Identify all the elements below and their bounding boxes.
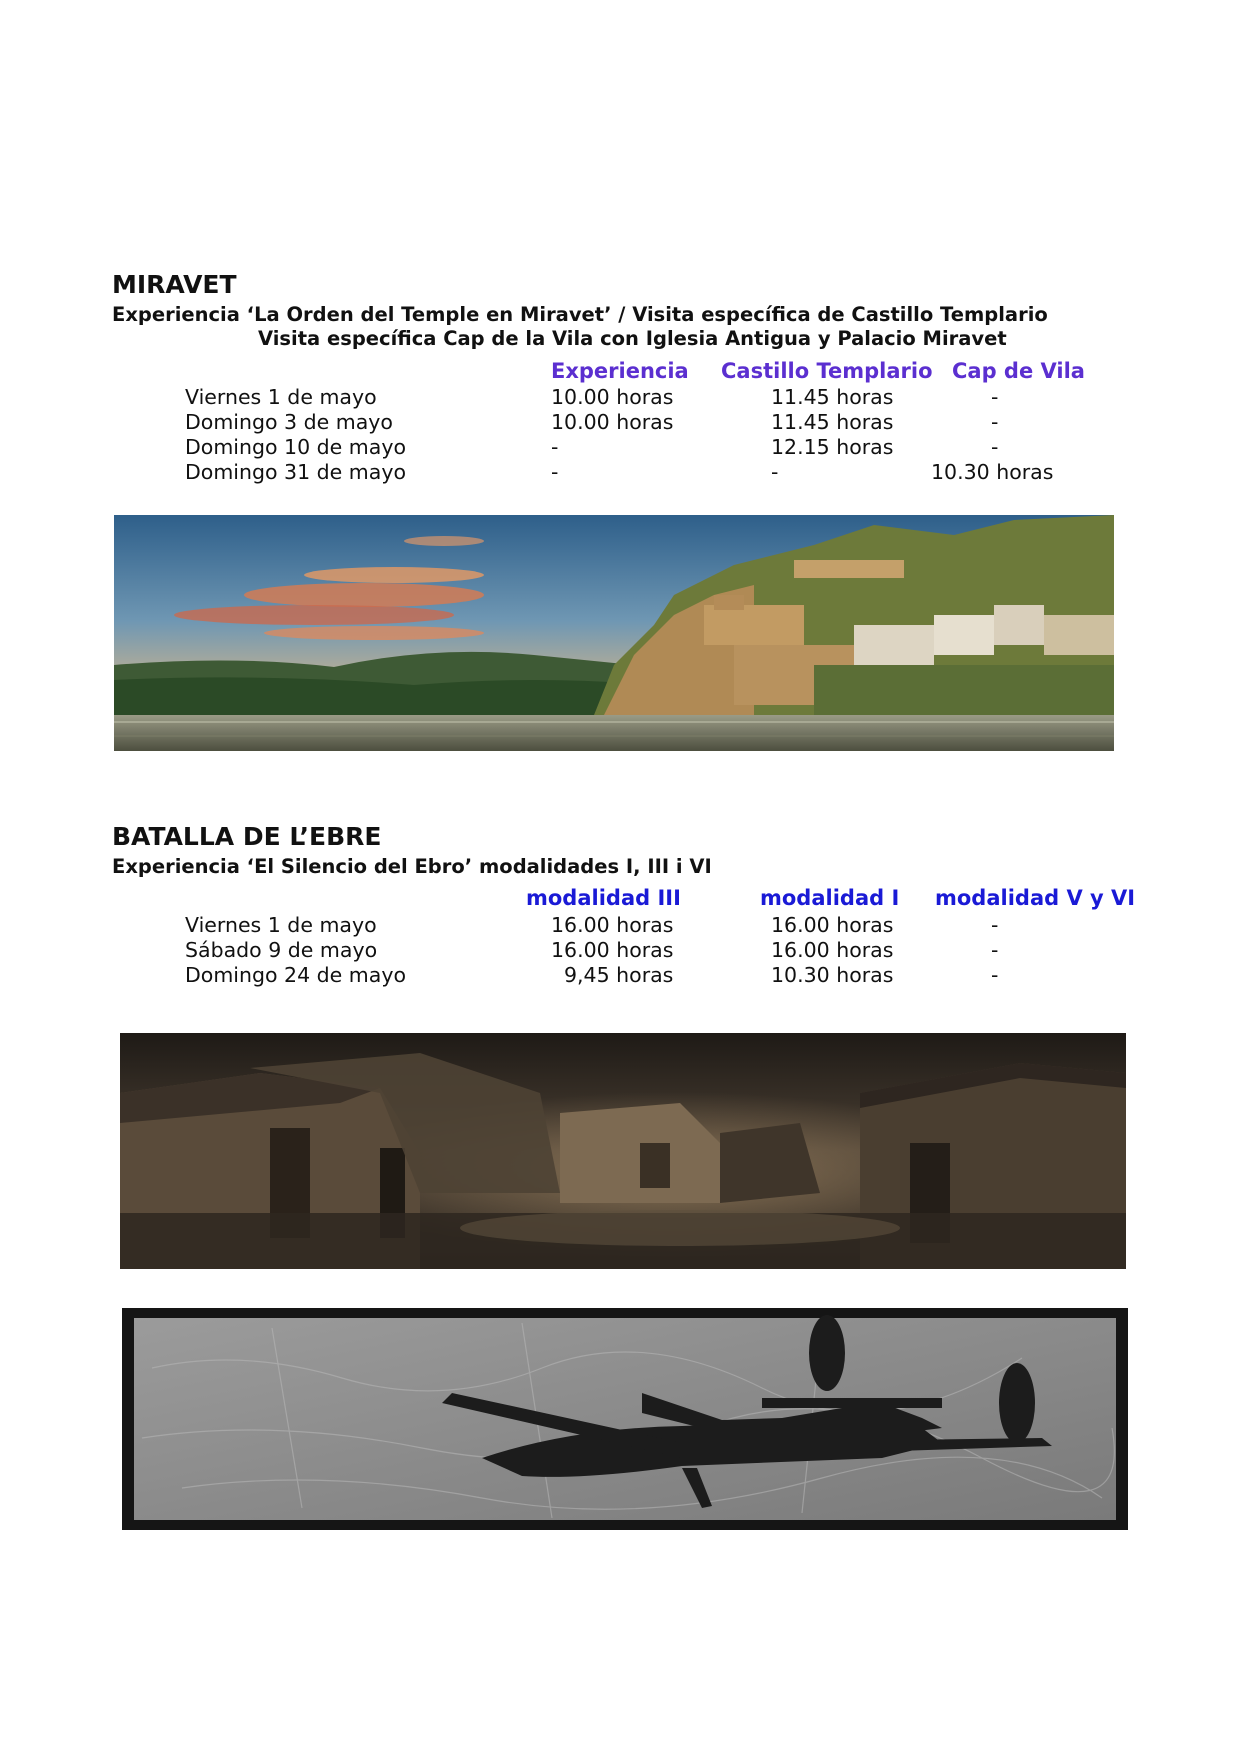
ebre-col-modalidad-i: modalidad I — [760, 886, 900, 910]
miravet-row-castillo: 11.45 horas — [771, 410, 894, 434]
miravet-row-castillo: - — [771, 460, 779, 484]
miravet-row-experiencia: - — [551, 435, 559, 459]
ebre-row-modalidad-iii: 16.00 horas — [551, 913, 674, 937]
miravet-subtitle-1: Experiencia ‘La Orden del Temple en Miravet’ / Visita específica de Castillo Templario — [112, 303, 1048, 326]
ebre-row-date: Domingo 24 de mayo — [185, 963, 407, 987]
miravet-row-castillo: 12.15 horas — [771, 435, 894, 459]
ebre-row-modalidad-iii: 9,45 horas — [564, 963, 674, 987]
miravet-row-experiencia: 10.00 horas — [551, 385, 674, 409]
miravet-row-date: Viernes 1 de mayo — [185, 385, 377, 409]
ebre-row-modalidad-iii: 16.00 horas — [551, 938, 674, 962]
ebre-col-modalidad-v-vi: modalidad V y VI — [935, 886, 1136, 910]
ebre-row-date: Viernes 1 de mayo — [185, 913, 377, 937]
miravet-col-experiencia: Experiencia — [551, 359, 689, 383]
ebre-row-modalidad-v-vi: - — [991, 963, 999, 987]
bomber-aircraft-photo — [122, 1308, 1128, 1530]
ebre-row-modalidad-i: 16.00 horas — [771, 938, 894, 962]
miravet-row-capdevila: - — [991, 410, 999, 434]
miravet-castle-photo — [114, 515, 1114, 751]
ebre-col-modalidad-iii: modalidad III — [526, 886, 681, 910]
ebre-title: BATALLA DE L’EBRE — [112, 822, 382, 851]
ebre-row-modalidad-i: 16.00 horas — [771, 913, 894, 937]
ebre-row-modalidad-i: 10.30 horas — [771, 963, 894, 987]
miravet-row-castillo: 11.45 horas — [771, 385, 894, 409]
miravet-subtitle-2: Visita específica Cap de la Vila con Iglesia Antigua y Palacio Miravet — [258, 327, 1007, 350]
ruined-village-photo — [120, 1033, 1126, 1269]
miravet-col-capdevila: Cap de Vila — [952, 359, 1085, 383]
miravet-row-experiencia: - — [551, 460, 559, 484]
ebre-row-modalidad-v-vi: - — [991, 938, 999, 962]
ebre-row-date: Sábado 9 de mayo — [185, 938, 378, 962]
miravet-row-experiencia: 10.00 horas — [551, 410, 674, 434]
miravet-row-capdevila: - — [991, 435, 999, 459]
miravet-title: MIRAVET — [112, 270, 237, 299]
miravet-row-date: Domingo 3 de mayo — [185, 410, 393, 434]
ebre-subtitle: Experiencia ‘El Silencio del Ebro’ modalidades I, III i VI — [112, 855, 712, 878]
ebre-row-modalidad-v-vi: - — [991, 913, 999, 937]
miravet-row-date: Domingo 10 de mayo — [185, 435, 407, 459]
miravet-col-castillo: Castillo Templario — [721, 359, 933, 383]
miravet-row-capdevila: 10.30 horas — [931, 460, 1054, 484]
miravet-row-capdevila: - — [991, 385, 999, 409]
miravet-row-date: Domingo 31 de mayo — [185, 460, 407, 484]
